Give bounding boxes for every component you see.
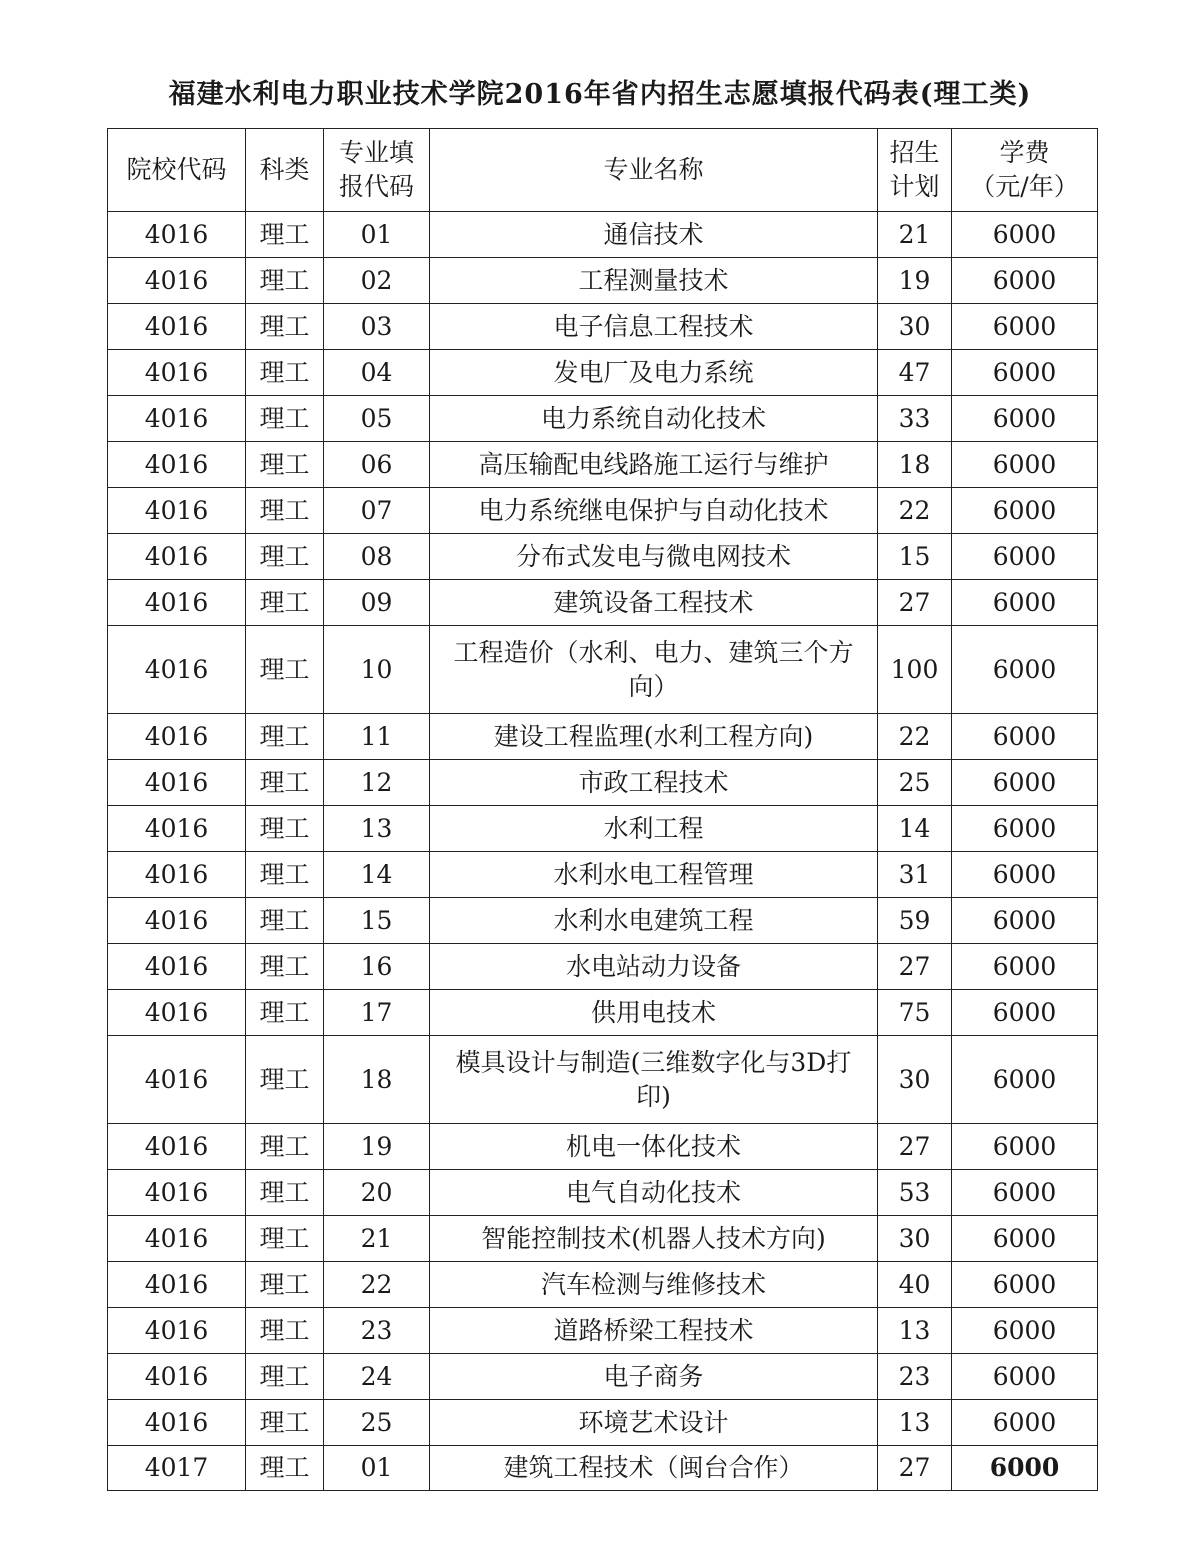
cell-fee: 6000: [952, 1400, 1098, 1446]
cell-school-code: 4016: [108, 714, 246, 760]
cell-plan: 19: [878, 258, 952, 304]
cell-plan: 27: [878, 944, 952, 990]
cell-fee: 6000: [952, 1216, 1098, 1262]
cell-fee: 6000: [952, 760, 1098, 806]
cell-plan: 27: [878, 1124, 952, 1170]
cell-major-code: 06: [324, 442, 430, 488]
cell-plan: 13: [878, 1400, 952, 1446]
cell-category: 理工: [246, 534, 324, 580]
cell-school-code: 4016: [108, 1400, 246, 1446]
cell-major-name: 工程造价（水利、电力、建筑三个方向）: [430, 626, 878, 714]
cell-school-code: 4016: [108, 1262, 246, 1308]
cell-major-name: 高压输配电线路施工运行与维护: [430, 442, 878, 488]
cell-fee: 6000: [952, 488, 1098, 534]
cell-school-code: 4016: [108, 990, 246, 1036]
table-row: [108, 442, 1098, 488]
cell-category: 理工: [246, 1400, 324, 1446]
cell-school-code: 4016: [108, 488, 246, 534]
cell-school-code: 4016: [108, 442, 246, 488]
cell-major-code: 08: [324, 534, 430, 580]
cell-category: 理工: [246, 852, 324, 898]
cell-major-code: 25: [324, 1400, 430, 1446]
cell-major-name: 建筑设备工程技术: [430, 580, 878, 626]
table-row: [108, 806, 1098, 852]
page-title: 福建水利电力职业技术学院2016年省内招生志愿填报代码表(理工类): [168, 79, 1032, 110]
header-plan: 招生 计划: [878, 129, 952, 212]
header-fee: 学费 （元/年）: [952, 129, 1098, 212]
cell-plan: 15: [878, 534, 952, 580]
table-row: [108, 1354, 1098, 1400]
cell-category: 理工: [246, 1308, 324, 1354]
cell-category: 理工: [246, 1262, 324, 1308]
table-row: [108, 304, 1098, 350]
cell-category: 理工: [246, 626, 324, 714]
cell-major-code: 23: [324, 1308, 430, 1354]
table-row: [108, 1170, 1098, 1216]
cell-fee: 6000: [952, 806, 1098, 852]
table-row: [108, 580, 1098, 626]
cell-fee: 6000: [952, 580, 1098, 626]
cell-plan: 100: [878, 626, 952, 714]
cell-major-code: 18: [324, 1036, 430, 1124]
cell-category: 理工: [246, 1216, 324, 1262]
cell-plan: 30: [878, 1216, 952, 1262]
cell-school-code: 4016: [108, 852, 246, 898]
cell-school-code: 4016: [108, 1124, 246, 1170]
cell-category: 理工: [246, 396, 324, 442]
cell-major-code: 15: [324, 898, 430, 944]
cell-category: 理工: [246, 304, 324, 350]
cell-major-name: 电气自动化技术: [430, 1170, 878, 1216]
cell-plan: 23: [878, 1354, 952, 1400]
cell-plan: 22: [878, 488, 952, 534]
cell-major-code: 01: [324, 1446, 430, 1491]
table-row: [108, 1262, 1098, 1308]
cell-category: 理工: [246, 760, 324, 806]
cell-major-code: 05: [324, 396, 430, 442]
cell-major-code: 16: [324, 944, 430, 990]
cell-category: 理工: [246, 488, 324, 534]
cell-category: 理工: [246, 580, 324, 626]
cell-school-code: 4016: [108, 1170, 246, 1216]
cell-major-name: 模具设计与制造(三维数字化与3D打印): [430, 1036, 878, 1124]
table-row: [108, 534, 1098, 580]
table-body: [108, 212, 1098, 1491]
cell-fee: 6000: [952, 1262, 1098, 1308]
cell-plan: 25: [878, 760, 952, 806]
cell-major-name: 水利工程: [430, 806, 878, 852]
cell-fee: 6000: [952, 442, 1098, 488]
cell-major-name: 供用电技术: [430, 990, 878, 1036]
cell-plan: 31: [878, 852, 952, 898]
cell-major-name: 分布式发电与微电网技术: [430, 534, 878, 580]
cell-plan: 40: [878, 1262, 952, 1308]
cell-category: 理工: [246, 806, 324, 852]
cell-plan: 13: [878, 1308, 952, 1354]
cell-school-code: 4016: [108, 1216, 246, 1262]
table-row: [108, 396, 1098, 442]
header-major-name: 专业名称: [430, 129, 878, 212]
cell-school-code: 4016: [108, 396, 246, 442]
cell-school-code: 4016: [108, 898, 246, 944]
cell-fee: 6000: [952, 626, 1098, 714]
cell-category: 理工: [246, 258, 324, 304]
cell-major-code: 20: [324, 1170, 430, 1216]
cell-school-code: 4016: [108, 760, 246, 806]
cell-category: 理工: [246, 1036, 324, 1124]
cell-fee: 6000: [952, 396, 1098, 442]
table-row: [108, 258, 1098, 304]
cell-school-code: 4016: [108, 1036, 246, 1124]
cell-plan: 18: [878, 442, 952, 488]
cell-plan: 27: [878, 580, 952, 626]
cell-plan: 47: [878, 350, 952, 396]
cell-fee: 6000: [952, 714, 1098, 760]
cell-plan: 30: [878, 1036, 952, 1124]
cell-fee: 6000: [952, 990, 1098, 1036]
cell-plan: 22: [878, 714, 952, 760]
cell-major-name: 工程测量技术: [430, 258, 878, 304]
cell-major-code: 07: [324, 488, 430, 534]
cell-major-name: 水利水电建筑工程: [430, 898, 878, 944]
cell-major-code: 03: [324, 304, 430, 350]
cell-school-code: 4016: [108, 534, 246, 580]
cell-major-name: 水电站动力设备: [430, 944, 878, 990]
cell-plan: 21: [878, 212, 952, 258]
cell-major-name: 建筑工程技术（闽台合作）: [430, 1446, 878, 1491]
cell-major-name: 道路桥梁工程技术: [430, 1308, 878, 1354]
table-row: [108, 1216, 1098, 1262]
cell-fee: 6000: [952, 1170, 1098, 1216]
cell-category: 理工: [246, 1446, 324, 1491]
cell-major-code: 01: [324, 212, 430, 258]
table-row: [108, 898, 1098, 944]
cell-major-name: 环境艺术设计: [430, 1400, 878, 1446]
cell-plan: 30: [878, 304, 952, 350]
cell-plan: 27: [878, 1446, 952, 1491]
cell-major-name: 市政工程技术: [430, 760, 878, 806]
cell-school-code: 4016: [108, 1354, 246, 1400]
cell-major-name: 通信技术: [430, 212, 878, 258]
enrollment-code-table: [107, 128, 1098, 1491]
table-row: [108, 760, 1098, 806]
cell-plan: 59: [878, 898, 952, 944]
cell-major-name: 建设工程监理(水利工程方向): [430, 714, 878, 760]
cell-major-code: 04: [324, 350, 430, 396]
table-row: [108, 626, 1098, 714]
table-header-row: [108, 129, 1098, 212]
table-row: [108, 488, 1098, 534]
cell-plan: 14: [878, 806, 952, 852]
table-row: [108, 852, 1098, 898]
cell-fee: 6000: [952, 1354, 1098, 1400]
cell-major-code: 12: [324, 760, 430, 806]
cell-school-code: 4016: [108, 1308, 246, 1354]
cell-category: 理工: [246, 990, 324, 1036]
cell-category: 理工: [246, 1124, 324, 1170]
table-row: [108, 350, 1098, 396]
table-row: [108, 212, 1098, 258]
cell-fee: 6000: [952, 944, 1098, 990]
header-major-code: 专业填 报代码: [324, 129, 430, 212]
cell-category: 理工: [246, 350, 324, 396]
cell-plan: 33: [878, 396, 952, 442]
cell-major-name: 机电一体化技术: [430, 1124, 878, 1170]
cell-major-code: 24: [324, 1354, 430, 1400]
cell-school-code: 4016: [108, 806, 246, 852]
cell-fee: 6000: [952, 258, 1098, 304]
table-row: [108, 944, 1098, 990]
cell-fee: 6000: [952, 1446, 1098, 1491]
cell-category: 理工: [246, 1170, 324, 1216]
cell-school-code: 4016: [108, 350, 246, 396]
table-row: [108, 990, 1098, 1036]
table-row: [108, 1308, 1098, 1354]
cell-school-code: 4016: [108, 626, 246, 714]
cell-category: 理工: [246, 944, 324, 990]
cell-major-code: 21: [324, 1216, 430, 1262]
cell-major-name: 电子商务: [430, 1354, 878, 1400]
cell-major-name: 水利水电工程管理: [430, 852, 878, 898]
cell-fee: 6000: [952, 1036, 1098, 1124]
cell-school-code: 4016: [108, 944, 246, 990]
cell-major-code: 09: [324, 580, 430, 626]
header-school-code: 院校代码: [108, 129, 246, 212]
cell-category: 理工: [246, 898, 324, 944]
cell-major-name: 电子信息工程技术: [430, 304, 878, 350]
cell-major-code: 13: [324, 806, 430, 852]
cell-school-code: 4017: [108, 1446, 246, 1491]
table-row: [108, 1124, 1098, 1170]
cell-category: 理工: [246, 442, 324, 488]
cell-school-code: 4016: [108, 212, 246, 258]
cell-fee: 6000: [952, 898, 1098, 944]
cell-fee: 6000: [952, 1308, 1098, 1354]
cell-school-code: 4016: [108, 580, 246, 626]
cell-fee: 6000: [952, 1124, 1098, 1170]
cell-fee: 6000: [952, 212, 1098, 258]
cell-major-code: 10: [324, 626, 430, 714]
cell-major-code: 11: [324, 714, 430, 760]
cell-fee: 6000: [952, 350, 1098, 396]
cell-category: 理工: [246, 1354, 324, 1400]
header-category: 科类: [246, 129, 324, 212]
cell-fee: 6000: [952, 852, 1098, 898]
cell-major-code: 14: [324, 852, 430, 898]
cell-major-name: 汽车检测与维修技术: [430, 1262, 878, 1308]
cell-school-code: 4016: [108, 304, 246, 350]
table-row: [108, 1036, 1098, 1124]
cell-school-code: 4016: [108, 258, 246, 304]
cell-category: 理工: [246, 714, 324, 760]
table-row: [108, 1446, 1098, 1491]
cell-plan: 75: [878, 990, 952, 1036]
cell-major-name: 电力系统自动化技术: [430, 396, 878, 442]
cell-major-code: 19: [324, 1124, 430, 1170]
cell-major-code: 22: [324, 1262, 430, 1308]
cell-major-name: 发电厂及电力系统: [430, 350, 878, 396]
table-row: [108, 1400, 1098, 1446]
cell-major-name: 智能控制技术(机器人技术方向): [430, 1216, 878, 1262]
table-row: [108, 714, 1098, 760]
cell-category: 理工: [246, 212, 324, 258]
cell-major-name: 电力系统继电保护与自动化技术: [430, 488, 878, 534]
cell-fee: 6000: [952, 534, 1098, 580]
cell-plan: 53: [878, 1170, 952, 1216]
cell-major-code: 17: [324, 990, 430, 1036]
cell-fee: 6000: [952, 304, 1098, 350]
cell-major-code: 02: [324, 258, 430, 304]
